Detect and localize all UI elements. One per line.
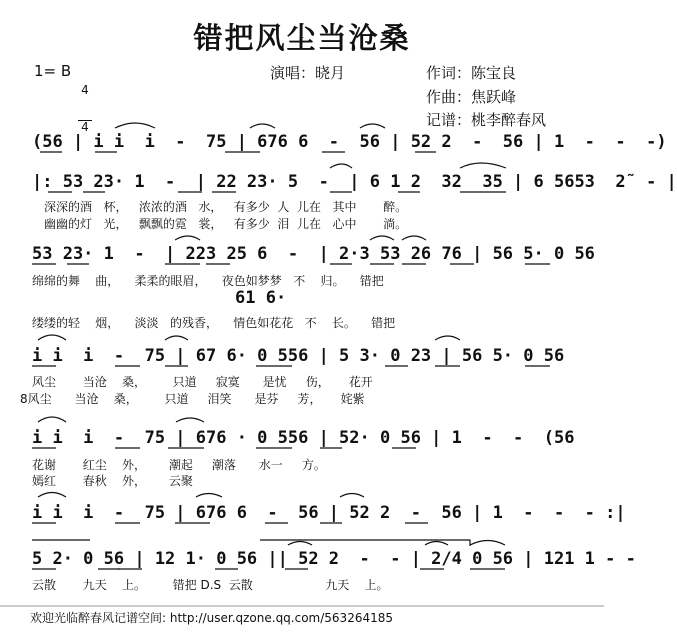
slur <box>38 417 66 422</box>
singer-credit: 演唱：晓月 <box>270 64 346 82</box>
slur <box>435 336 460 340</box>
transcriber-credit: 记谱：桃李醉春风 <box>426 111 547 129</box>
slur <box>425 542 448 546</box>
lyric-line-3: 绵绵的舞 曲， 柔柔的眼眉， 夜色如梦梦 不 归。 错把 <box>32 274 384 288</box>
slur <box>470 541 505 546</box>
lyric-line-5b: 嫣红 春秋 外， 云聚 <box>32 474 193 488</box>
score-line-1: (56 | i i i - 75 | 676 6 - 56 | 52 2 - 56 | 1 - - -) <box>32 132 667 152</box>
slur <box>330 164 352 168</box>
key-signature: 1= B <box>34 62 72 80</box>
lyric-line-5a: 花谢 红尘 外， 潮起 潮落 水一 方。 <box>32 458 326 472</box>
slur <box>340 494 364 498</box>
slur <box>250 124 275 128</box>
slur <box>288 542 312 546</box>
lyricist-credit: 作词：陈宝良 <box>426 64 517 82</box>
slur <box>175 236 200 240</box>
slur <box>460 163 506 168</box>
footer-text: 欢迎光临醉春风记谱空间: http://user.qzone.qq.com/563264185 <box>30 611 394 625</box>
slur <box>176 418 204 422</box>
song-title: 错把风尘当沧桑 <box>193 21 411 55</box>
slur <box>360 124 385 128</box>
lyric-line-2a: 深深的酒 杯， 浓浓的酒 水， 有多少 人 儿在 其中 醉。 <box>44 200 408 214</box>
score-line-7: 5 2· 0 56 | 12 1· 0 56 || 52 2 - - | 2/4 0 56 | 121 1 - - <box>32 549 636 569</box>
slur <box>165 336 188 340</box>
time-signature-bottom: 4 <box>78 120 92 133</box>
score-line-2: |: 53 23· 1 - | 22 23· 5 - | 6 1 2 32 35 | 6 5653 2̃ - | <box>32 172 677 192</box>
score-line-5: i i i - 75 | 676 · 0 556 | 52· 0 56 | 1 - - (56 <box>32 428 575 448</box>
lyric-line-3b: 缕缕的轻 烟， 淡淡 的残香， 情色如花花 不 长。 错把 <box>32 316 396 330</box>
score-variant: 61 6· <box>235 288 287 308</box>
slur <box>115 123 155 128</box>
score-line-4: i i i - 75 | 67 6· 0 556 | 5 3· 0 23 | 56 5· 0 56 <box>32 346 565 366</box>
slur <box>38 335 66 340</box>
time-signature-top: 4 <box>81 83 89 97</box>
lyric-line-2b: 幽幽的灯 光， 飘飘的霓 裳， 有多少 泪 儿在 心中 淌。 <box>44 217 408 231</box>
score-line-3: 53 23· 1 - | 223 25 6 - | 2·3 53 26 76 | 56 5· 0 56 <box>32 244 595 264</box>
slur <box>402 236 426 240</box>
slur <box>370 236 394 240</box>
slur <box>196 494 222 498</box>
lyric-line-4a: 风尘 当沧 桑， 只道 寂寞 是忧 伤， 花开 <box>32 375 373 389</box>
lyric-line-4b: 8风尘 当沧 桑， 只道 泪笑 是芬 芳， 姹紫 <box>20 392 365 406</box>
score-line-6: i i i - 75 | 676 6 - 56 | 52 2 - 56 | 1 - - - :| <box>32 503 626 523</box>
lyric-line-7: 云散 九天 上。 错把 D.S 云散 九天 上。 <box>32 578 389 592</box>
slur <box>38 493 66 498</box>
composer-credit: 作曲：焦跃峰 <box>426 88 517 106</box>
